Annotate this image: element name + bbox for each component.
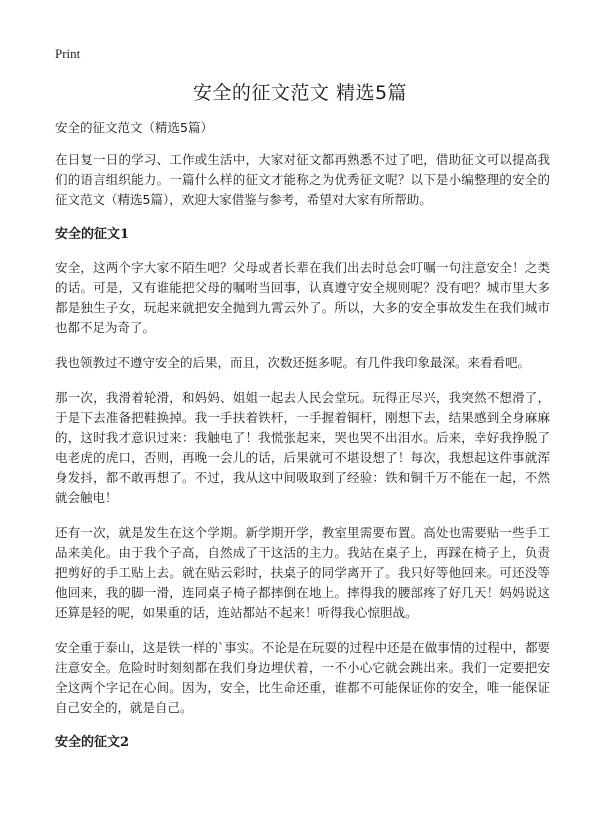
print-label: Print (55, 46, 81, 61)
section-1-paragraph-5: 安全重于泰山，这是铁一样的`事实。不论是在玩耍的过程中还是在做事情的过程中，都要注意安全。危险时时刻刻都在我们身边埋伏着，一不小心它就会跳出来。我们一定要把安全这两个字记在心间。因为，安全，比生命还重，谁都不可能保证你的安全，唯一能保证自己安全的，就是自己。 (55, 640, 550, 715)
section-1-paragraph-3: 那一次，我滑着轮滑，和妈妈、姐姐一起去人民会堂玩。玩得正尽兴，我突然不想滑了，于是下去准备把鞋换掉。我一手扶着铁杆，一手握着铜杆，刚想下去，结果感到全身麻麻的，这时我才意识过来：我触电了！我慌张起来，哭也哭不出泪水。后来，幸好我挣脱了电老虎的虎口，否则，再晚一会儿的话，后果就可不堪设想了！每次，我想起这件事就浑身发抖，都不敢再想了。不过，我从这中间吸取到了经验：铁和铜千万不能在一起，不然就会触电！ (55, 390, 550, 505)
section-heading-1: 安全的征文1 (55, 227, 130, 242)
section-heading-2: 安全的征文2 (55, 735, 130, 750)
section-1-paragraph-2: 我也领教过不遵守安全的后果，而且，次数还挺多呢。有几件我印象最深。来看看吧。 (55, 355, 531, 370)
intro-paragraph: 在日复一日的学习、工作或生活中，大家对征文都再熟悉不过了吧，借助征文可以提高我们的语言组织能力。一篇什么样的征文才能称之为优秀征文呢？以下是小编整理的安全的征文范文（精选5篇），欢迎大家借鉴与参考，希望对大家有所帮助。 (55, 152, 550, 207)
section-1-paragraph-4: 还有一次，就是发生在这个学期。新学期开学，教室里需要布置。高处也需要贴一些手工品来美化。由于我个子高，自然成了干这活的主力。我站在桌子上，再踩在椅子上，负责把剪好的手工贴上去。就在贴云彩时，扶桌子的同学离开了。我只好等他回来。可还没等他回来，我的脚一滑，连同桌子椅子都摔倒在地上。摔得我的腰部疼了好几天！妈妈说这还算是轻的呢，如果重的话，连站都站不起来！听得我心惊胆战。 (55, 525, 550, 620)
section-1-paragraph-1: 安全，这两个字大家不陌生吧？父母或者长辈在我们出去时总会叮嘱一句注意安全！之类的话。可是，又有谁能把父母的嘱咐当回事，认真遵守安全规则呢？没有吧？城市里大多都是独生子女，玩起来就把安全抛到九霄云外了。所以，大多的安全事故发生在我们城市也都不足为奇了。 (55, 260, 550, 335)
document-body (55, 118, 550, 766)
document-subtitle: 安全的征文范文（精选5篇） (55, 120, 213, 135)
document-title: 安全的征文范文 精选5篇 (192, 82, 408, 104)
